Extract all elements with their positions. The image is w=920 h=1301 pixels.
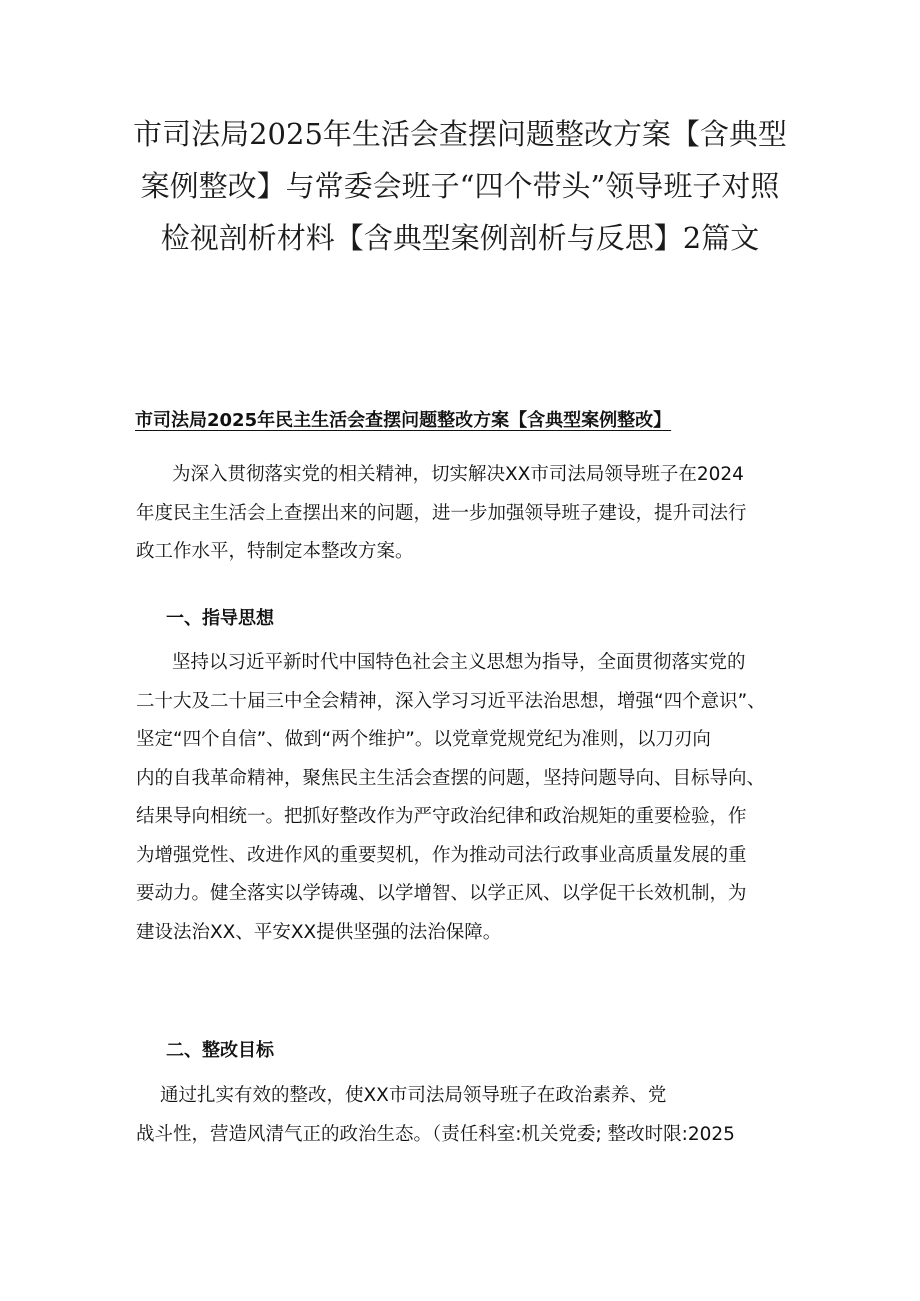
text-line: 政工作水平，特制定本整改方案。 — [136, 541, 414, 562]
text-line: 坚持以习近平新时代中国特色社会主义思想为指导，全面贯彻落实党的 — [172, 652, 746, 673]
text-line: 要动力。健全落实以学铸魂、以学增智、以学正风、以学促干长效机制，为 — [136, 883, 747, 904]
text-line: 年度民主生活会上查摆出来的问题，进一步加强领导班子建设，提升司法行 — [136, 502, 747, 524]
intro-paragraph — [136, 456, 796, 572]
text-line: 建设法治XX、平安XX提供坚强的法治保障。 — [136, 921, 502, 943]
guiding-paragraph — [136, 644, 796, 952]
text-line: 二十大及二十届三中全会精神，深入学习习近平法治思想，增强“四个意识”、 — [136, 690, 766, 712]
text-line: 内的自我革命精神，聚焦民主生活会查摆的问题，坚持问题导向、目标导向、 — [136, 767, 766, 789]
goals-paragraph — [136, 1077, 796, 1154]
text-line: 为增强党性、改进作风的重要契机，作为推动司法行政事业高质量发展的重 — [136, 844, 747, 866]
heading-guiding-ideology: 一、指导思想 — [166, 608, 274, 629]
title-line: 市司法局2025年生活会查摆问题整改方案【含典型 — [133, 117, 787, 151]
text-line: 为深入贯彻落实党的相关精神，切实解决XX市司法局领导班子在2024 — [172, 464, 744, 485]
title-line: 检视剖析材料【含典型案例剖析与反思】2篇文 — [160, 221, 760, 255]
title-line: 案例整改】与常委会班子“四个带头”领导班子对照 — [140, 169, 780, 203]
text-line: 结果导向相统一。把抓好整改作为严守政治纪律和政治规矩的重要检验，作 — [136, 806, 747, 827]
text-line: 战斗性，营造风清气正的政治生态。（责任科室:机关党委; 整改时限:2025 — [136, 1123, 735, 1145]
document-title — [120, 108, 800, 264]
section-title: 市司法局2025年民主生活会查摆问题整改方案【含典型案例整改】 — [135, 410, 672, 431]
text-line: 通过扎实有效的整改，使XX市司法局领导班子在政治素养、党 — [160, 1085, 667, 1106]
heading-rectification-goals: 二、整改目标 — [166, 1040, 274, 1061]
text-line: 坚定“四个自信”、做到“两个维护”。以党章党规党纪为准则，以刀刃向 — [136, 729, 711, 750]
